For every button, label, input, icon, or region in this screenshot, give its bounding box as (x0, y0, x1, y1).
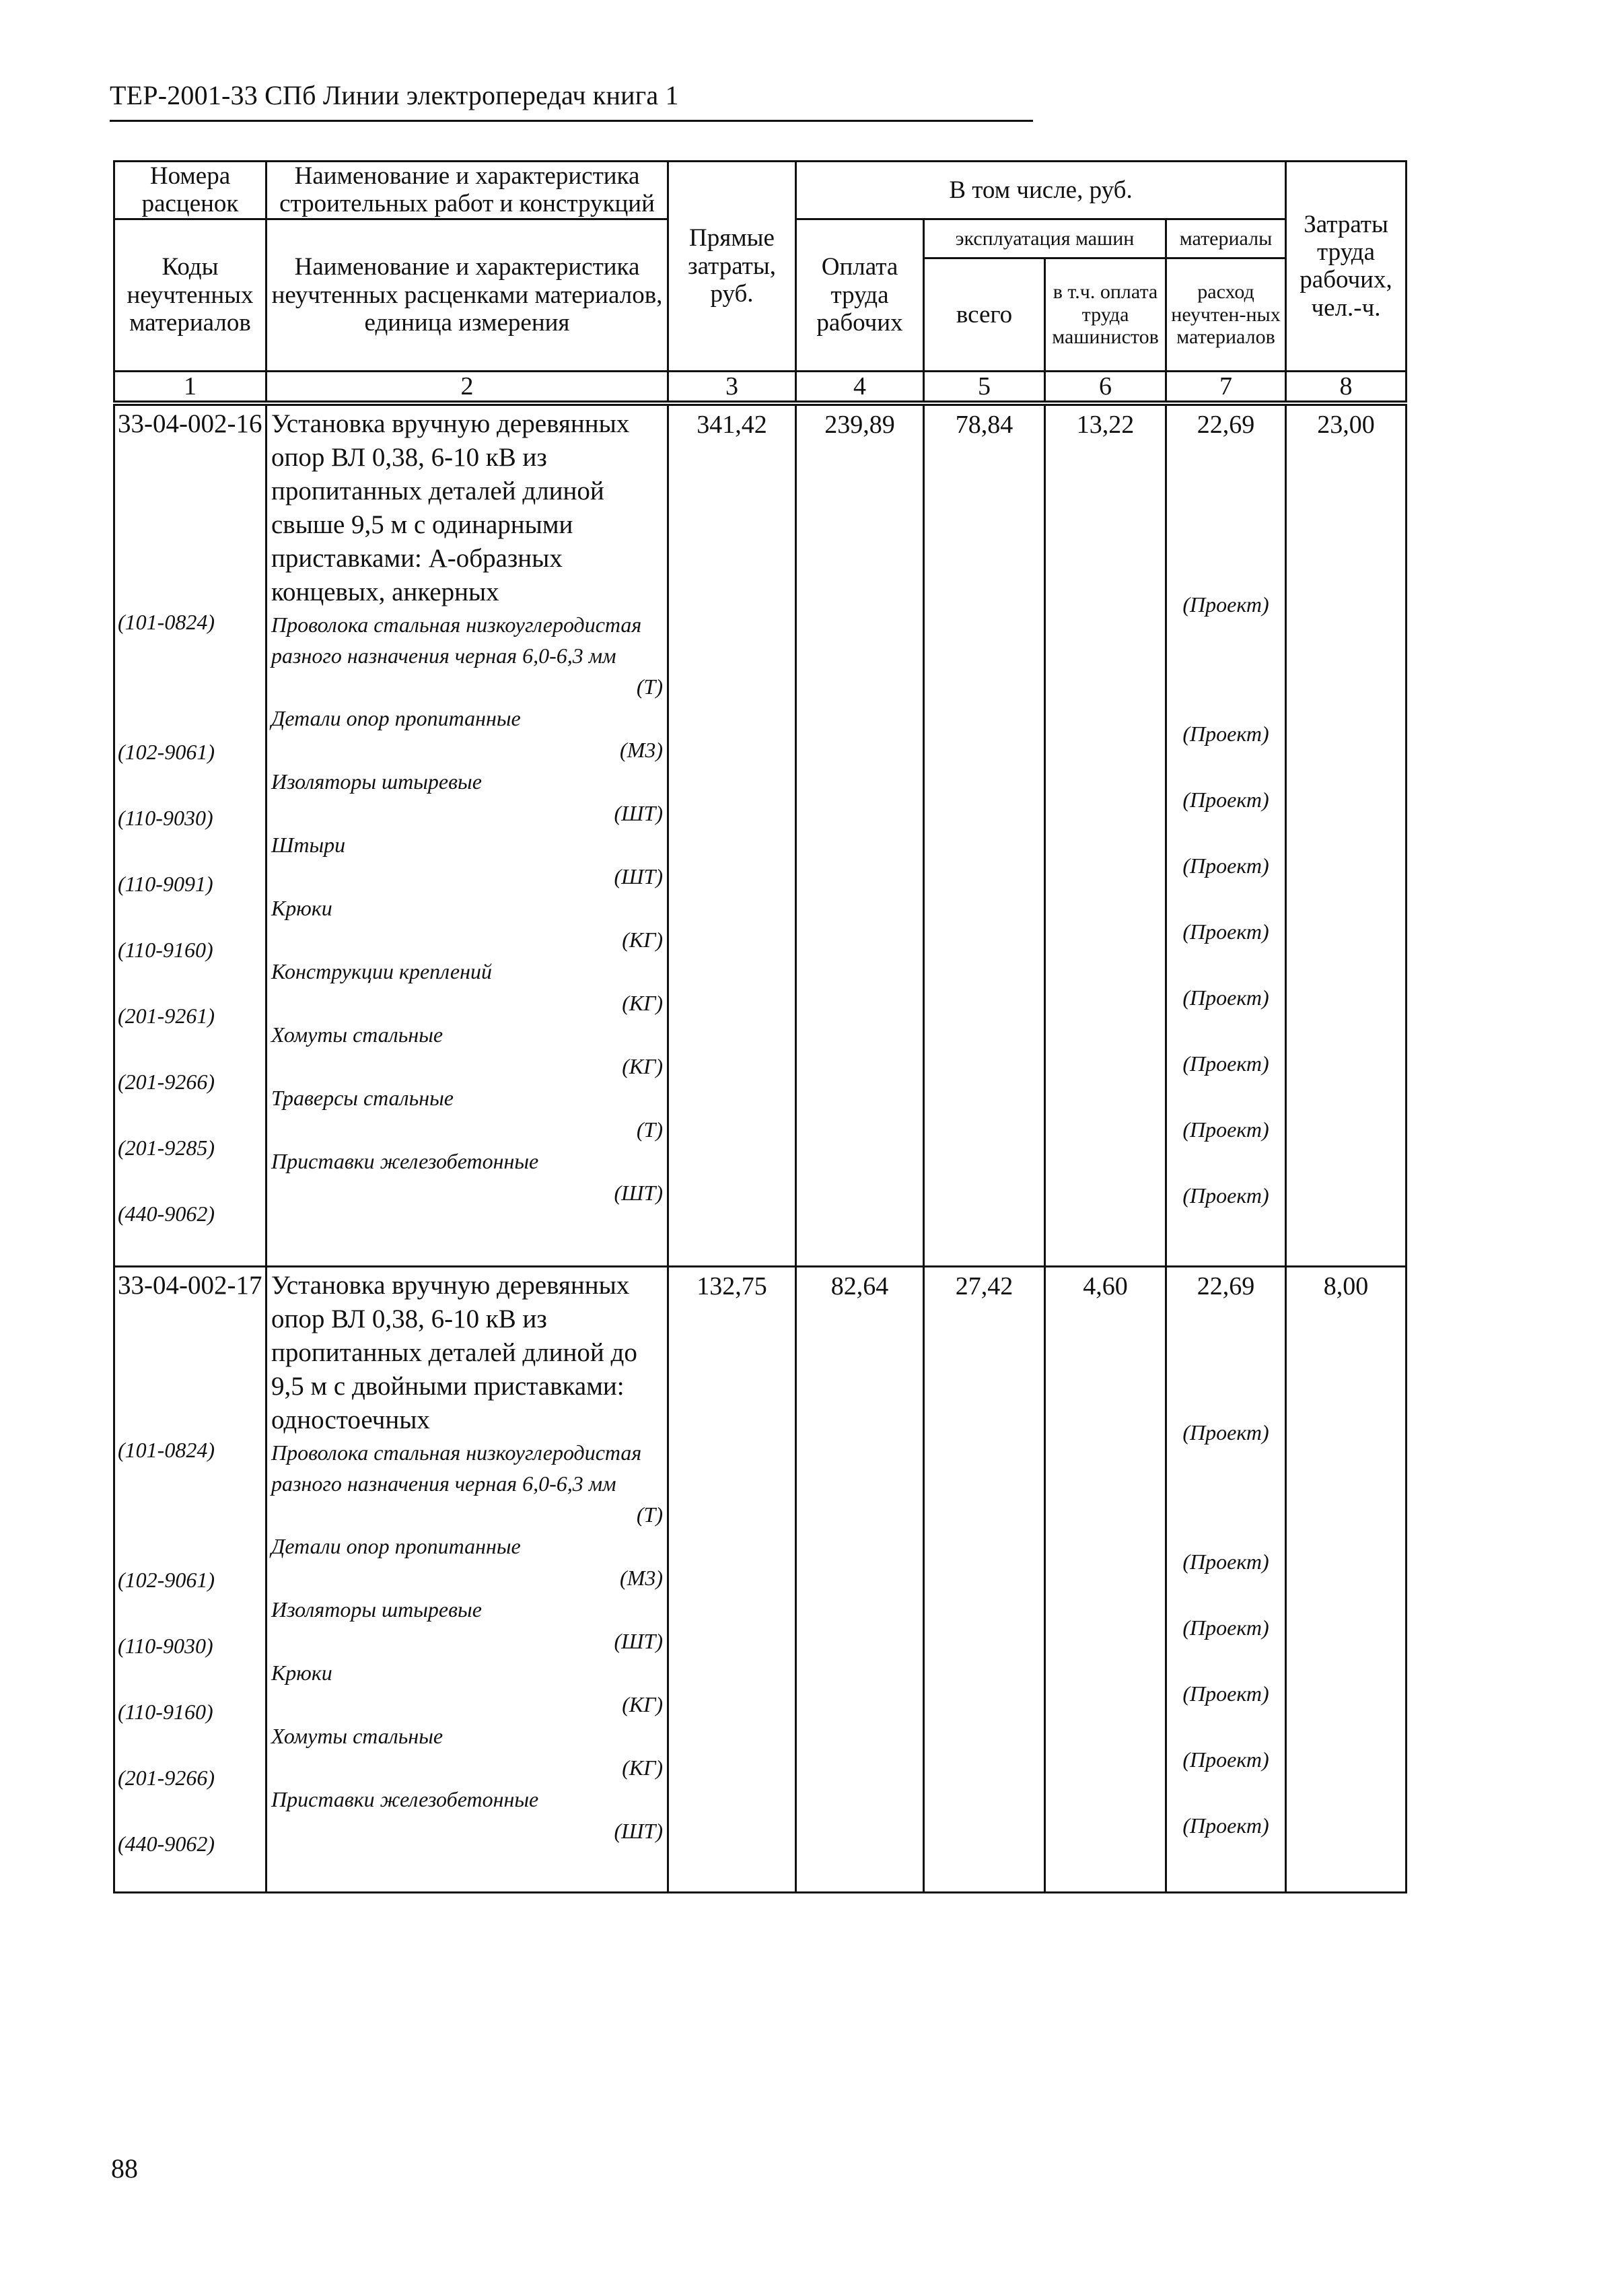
material-item (271, 1720, 664, 1784)
material-item (271, 1146, 664, 1209)
material-item (271, 1082, 664, 1146)
material-unit: (КГ) (622, 1692, 663, 1716)
material-code: (110-9160) (118, 938, 213, 962)
material-unit: (М3) (620, 738, 663, 762)
material-item (271, 1437, 664, 1531)
material-note: (Проект) (1182, 919, 1269, 944)
rate-code: 33-04-002-16 (118, 409, 262, 438)
header-materials-group: материалы (1166, 219, 1286, 258)
material-note: (Проект) (1182, 1747, 1269, 1772)
material-code: (201-9285) (118, 1136, 215, 1160)
material-unit: (КГ) (622, 1054, 663, 1078)
material-name: Штыри (271, 833, 346, 857)
material-unit: (ШТ) (614, 1629, 663, 1653)
material-note: (Проект) (1182, 1183, 1269, 1208)
description-column (266, 405, 668, 1267)
material-unit: (Т) (636, 1502, 663, 1527)
material-name: Изоляторы штыревые (271, 769, 482, 794)
material-item (271, 1784, 664, 1847)
rate-code: 33-04-002-17 (118, 1271, 262, 1300)
material-code: (440-9062) (118, 1832, 215, 1856)
table-row (114, 405, 1407, 1267)
header-col5: всего (924, 258, 1045, 371)
labor-hours: 23,00 (1286, 405, 1407, 1267)
rates-table (113, 404, 1407, 1893)
code-column (114, 1267, 266, 1893)
material-item (271, 1594, 664, 1657)
material-code: (101-0824) (118, 610, 215, 634)
material-name: Изоляторы штыревые (271, 1597, 482, 1622)
material-note: (Проект) (1182, 985, 1269, 1010)
material-code: (110-9091) (118, 872, 213, 896)
material-unit: (Т) (636, 674, 663, 699)
material-item (271, 766, 664, 829)
machinists-wages: 13,22 (1045, 405, 1166, 1267)
machines-total: 27,42 (924, 1267, 1045, 1893)
material-unit: (М3) (620, 1566, 663, 1590)
material-name: Крюки (271, 896, 332, 920)
header-group-incl: В том числе, руб. (796, 162, 1286, 219)
material-note: (Проект) (1182, 1550, 1269, 1574)
header-col3: Прямые затраты, руб. (668, 162, 796, 372)
description-column (266, 1267, 668, 1893)
material-item (271, 956, 664, 1019)
column-header-table (113, 160, 1407, 403)
material-item (271, 1531, 664, 1594)
material-code: (201-9266) (118, 1766, 215, 1790)
material-code: (102-9061) (118, 1568, 215, 1592)
header-col8: Затраты труда рабочих, чел.-ч. (1286, 162, 1407, 372)
material-name: Детали опор пропитанные (271, 706, 521, 730)
material-item (271, 609, 664, 703)
header-number-8: 8 (1286, 371, 1407, 402)
material-note: (Проект) (1182, 1681, 1269, 1706)
material-note: (Проект) (1182, 722, 1269, 746)
labor-hours: 8,00 (1286, 1267, 1407, 1893)
material-name: Крюки (271, 1661, 332, 1685)
material-unit: (ШТ) (614, 1181, 663, 1205)
material-name: Детали опор пропитанные (271, 1534, 521, 1558)
header-number-1: 1 (114, 371, 266, 402)
material-unit: (Т) (636, 1117, 663, 1142)
material-item (271, 1657, 664, 1720)
material-name: Проволока стальная низкоуглеродистая разного назначения черная 6,0-6,3 мм (271, 1440, 642, 1496)
material-name: Приставки железобетонные (271, 1149, 539, 1173)
material-item (271, 703, 664, 766)
material-note: (Проект) (1182, 1813, 1269, 1838)
direct-costs: 132,75 (668, 1267, 796, 1893)
material-code: (110-9160) (118, 1700, 213, 1724)
material-unit: (КГ) (622, 991, 663, 1015)
material-name: Приставки железобетонные (271, 1787, 539, 1811)
materials-column (1166, 1267, 1286, 1893)
header-number-7: 7 (1166, 371, 1286, 402)
material-name: Конструкции креплений (271, 959, 492, 983)
header-number-5: 5 (924, 371, 1045, 402)
material-note: (Проект) (1182, 1615, 1269, 1640)
material-name: Хомуты стальные (271, 1724, 443, 1748)
table-row (114, 1267, 1407, 1893)
material-item (271, 829, 664, 893)
materials-cost: 22,69 (1197, 411, 1255, 439)
header-col7: расход неучтен-ных материалов (1166, 258, 1286, 371)
machinists-wages: 4,60 (1045, 1267, 1166, 1893)
material-code: (201-9261) (118, 1004, 215, 1028)
material-note: (Проект) (1182, 788, 1269, 812)
material-name: Хомуты стальные (271, 1022, 443, 1047)
running-head: ТЕР-2001-33 СПб Линии электропередач книга 1 (110, 80, 679, 110)
code-column (114, 405, 266, 1267)
header-number-4: 4 (796, 371, 924, 402)
header-rule (110, 120, 1033, 122)
material-note: (Проект) (1182, 854, 1269, 878)
material-note: (Проект) (1182, 1117, 1269, 1142)
material-note: (Проект) (1182, 592, 1269, 617)
material-code: (102-9061) (118, 740, 215, 764)
material-code: (201-9266) (118, 1070, 215, 1094)
machines-total: 78,84 (924, 405, 1045, 1267)
header-col1-bottom: Коды неучтенных материалов (114, 219, 266, 371)
header-col6: в т.ч. оплата труда машинистов (1045, 258, 1166, 371)
direct-costs: 341,42 (668, 405, 796, 1267)
work-title: Установка вручную деревянных опор ВЛ 0,38, 6-10 кВ из пропитанных деталей длиной до 9,5 м с двойными приставками: одностоечных (271, 1271, 637, 1434)
labor-wages: 82,64 (796, 1267, 924, 1893)
header-col4: Оплата труда рабочих (796, 219, 924, 371)
material-item (271, 1019, 664, 1082)
material-name: Траверсы стальные (271, 1086, 454, 1110)
header-machines-group: эксплуатация машин (924, 219, 1166, 258)
material-unit: (КГ) (622, 928, 663, 952)
material-code: (110-9030) (118, 806, 213, 830)
page-number: 88 (111, 2153, 138, 2184)
header-number-2: 2 (266, 371, 668, 402)
material-note: (Проект) (1182, 1051, 1269, 1076)
material-unit: (КГ) (622, 1755, 663, 1780)
header-col2-bottom: Наименование и характеристика неучтенных расценками материалов, единица измерения (266, 219, 668, 371)
material-note: (Проект) (1182, 1420, 1269, 1445)
material-name: Проволока стальная низкоуглеродистая разного назначения черная 6,0-6,3 мм (271, 613, 642, 668)
work-title: Установка вручную деревянных опор ВЛ 0,38, 6-10 кВ из пропитанных деталей длиной свыше 9,5 м с одинарными приставками: А-образных концевых, анкерных (271, 409, 630, 606)
header-col2-top: Наименование и характеристика строительных работ и конструкций (266, 162, 668, 219)
material-item (271, 893, 664, 956)
materials-column (1166, 405, 1286, 1267)
materials-cost: 22,69 (1197, 1272, 1255, 1300)
header-col1-top: Номера расценок (114, 162, 266, 219)
material-code: (440-9062) (118, 1202, 215, 1226)
material-unit: (ШТ) (614, 801, 663, 825)
header-number-6: 6 (1045, 371, 1166, 402)
material-unit: (ШТ) (614, 864, 663, 889)
labor-wages: 239,89 (796, 405, 924, 1267)
header-number-3: 3 (668, 371, 796, 402)
material-code: (101-0824) (118, 1438, 215, 1462)
material-code: (110-9030) (118, 1634, 213, 1658)
material-unit: (ШТ) (614, 1819, 663, 1843)
